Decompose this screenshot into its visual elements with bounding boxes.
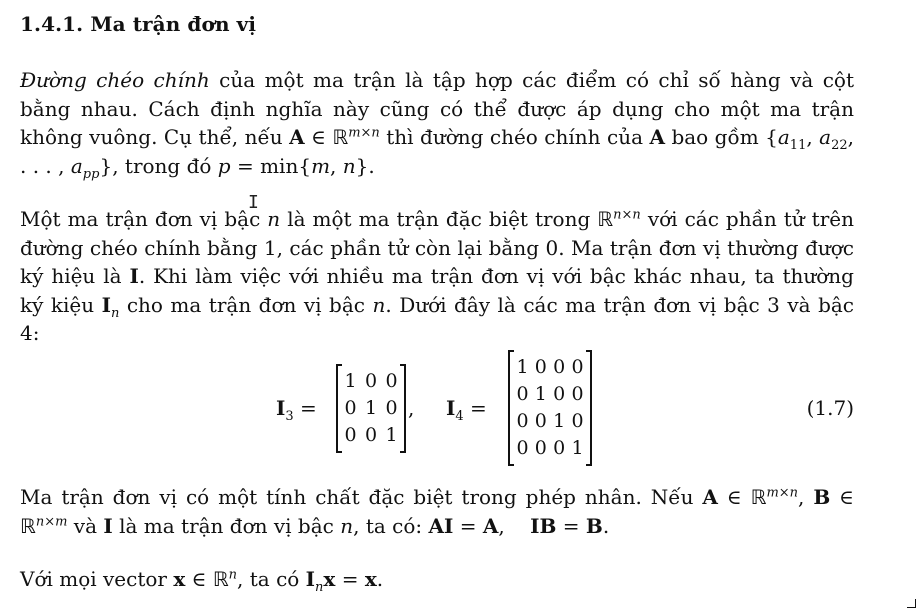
i4-cell: 1 xyxy=(534,383,547,405)
i4-cell: 0 xyxy=(553,356,566,378)
paragraph-vector-property: Với mọi vector x ∈ ℝ$^n$, ta có $I_nx = x$. xyxy=(20,567,384,595)
i3-cell: 0 xyxy=(364,370,378,392)
i4-cell: 0 xyxy=(534,410,547,432)
paragraph-multiplication-property: Ma trận đơn vị có một tính chất đặc biệt trong phép nhân. Nếu A ∈ ℝ$^{m\times n}$, B ∈ ℝ$^{n\times m}$ và I là ma trận đơn vị bậc n, ta có: AI = A, IB = B. xyxy=(20,485,854,538)
i3-cell: 1 xyxy=(385,424,398,446)
paragraph-identity-definition: Một ma trận đơn vị bậc n là một ma trận đặc biệt trong ℝ$^{n\times n}$ với các phần tử trên đường chéo chính bằng 1, các phần tử còn lại bằng 0. Ma trận đơn vị thường được ký hiệu là I. Khi làm việc với nhiều ma trận đơn vị với bậc khác nhau, ta thường ký kiệu $I_n$ cho ma trận đơn vị bậc n. Dưới đây là các ma trận đơn vị bậc 3 và bậc 4: xyxy=(20,207,855,345)
i4-cell: 0 xyxy=(553,383,566,405)
i4-cell: 1 xyxy=(571,437,584,459)
i4-row xyxy=(516,354,584,381)
identity-matrix-4 xyxy=(508,352,592,464)
i4-cell: 0 xyxy=(571,410,584,432)
i3-cell: 1 xyxy=(364,397,378,419)
comma: , xyxy=(408,396,415,420)
i4-cell: 1 xyxy=(516,356,529,378)
i3-cell: 0 xyxy=(385,397,398,419)
section-number: 1.4.1. xyxy=(20,12,84,36)
i3-row xyxy=(344,422,398,449)
paragraph-main-diagonal: Đường chéo chính của một ma trận là tập hợp các điểm có chỉ số hàng và cột bằng nhau. Cách định nghĩa này cũng có thể được áp dụng cho một ma trận không vuông. Cụ thể, nếu A ∈ ℝ$^{m\times n}$ thì đường chéo chính của A bao gồm {$a_{11}$, $a_{22}$, . . . , $a_{pp}$}, trong đó p = min{m, n}. xyxy=(20,68,854,182)
equation-identity-matrices xyxy=(20,350,854,470)
i4-cell: 0 xyxy=(571,356,584,378)
i4-row xyxy=(516,408,584,435)
i3-row xyxy=(344,395,398,422)
i4-row xyxy=(516,435,584,462)
i4-row xyxy=(516,381,584,408)
i4-label: $I_4$ = xyxy=(446,396,487,424)
i3-row xyxy=(344,368,398,395)
i3-cell: 1 xyxy=(344,370,357,392)
corner-mark xyxy=(907,599,916,608)
i4-cell: 0 xyxy=(571,383,584,405)
i3-cell: 0 xyxy=(364,424,378,446)
i4-cell: 0 xyxy=(516,410,529,432)
i4-cell: 0 xyxy=(534,356,547,378)
i4-cell: 0 xyxy=(553,437,566,459)
section-title: Ma trận đơn vị xyxy=(90,12,257,36)
section-heading xyxy=(20,12,256,36)
i3-cell: 0 xyxy=(385,370,398,392)
text-cursor-icon: I xyxy=(248,192,259,213)
identity-matrix-3 xyxy=(336,366,406,451)
equation-number: (1.7) xyxy=(806,396,854,420)
i4-cell: 0 xyxy=(534,437,547,459)
i3-label: $I_3$ = xyxy=(276,396,317,424)
i4-cell: 0 xyxy=(516,383,529,405)
i3-cell: 0 xyxy=(344,424,357,446)
i4-cell: 0 xyxy=(516,437,529,459)
i4-cell: 1 xyxy=(553,410,566,432)
i3-cell: 0 xyxy=(344,397,357,419)
